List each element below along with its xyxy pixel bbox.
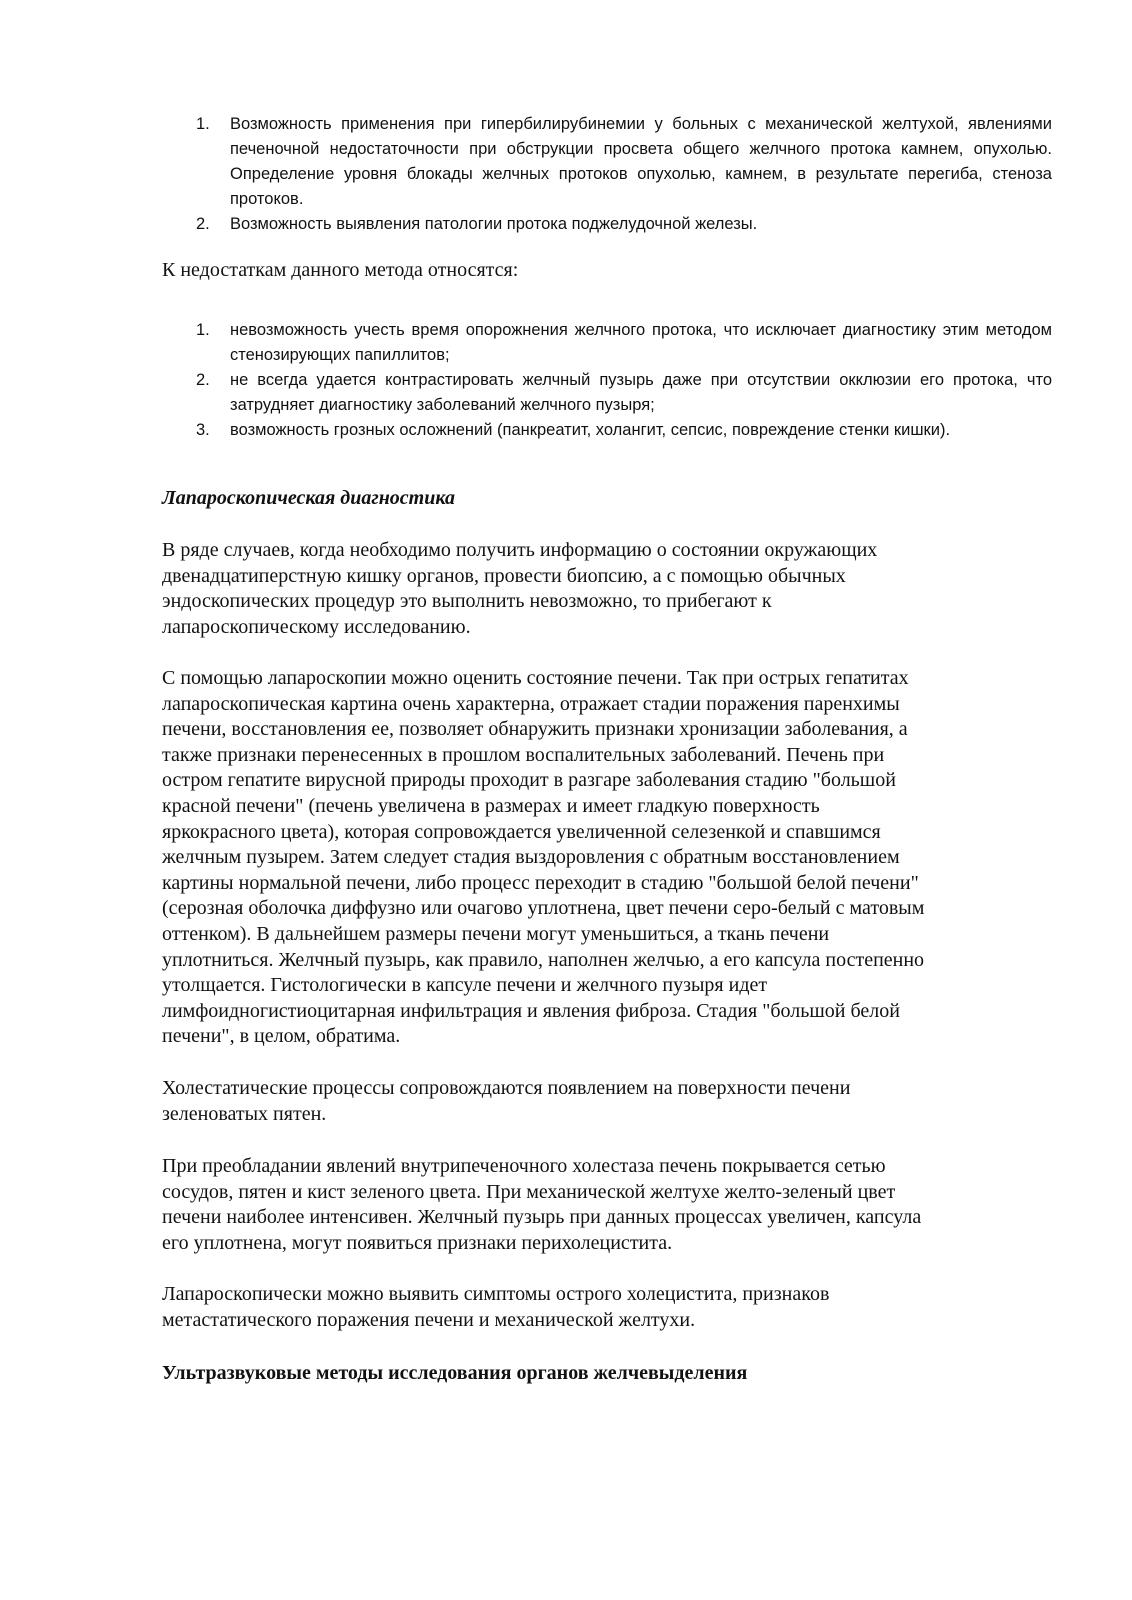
paragraph-3 (162, 1076, 1062, 1127)
paragraph-line: сосудов, пятен и кист зеленого цвета. При механической желтухе желто-зеленый цвет (162, 1180, 896, 1203)
list-item-text: возможность грозных осложнений (панкреатит, холангит, сепсис, повреждение стенки кишки). (230, 421, 951, 439)
section-heading-ultrasound: Ультразвуковые методы исследования органов желчевыделения (162, 1362, 748, 1384)
list-item (196, 368, 1052, 418)
paragraph-line: утолщается. Гистологически в капсуле печени и желчного пузыря идет (162, 974, 768, 997)
paragraph-line: уплотниться. Желчный пузырь, как правило, наполнен желчью, а его капсула постепенно (162, 948, 925, 971)
paragraph-1 (162, 538, 1062, 640)
paragraph-line: печени наиболее интенсивен. Желчный пузырь при данных процессах увеличен, капсула (162, 1206, 922, 1229)
paragraph-5 (162, 1282, 1062, 1333)
paragraph-line: (серозная оболочка диффузно или очагово уплотнена, цвет печени серо-белый с матовым (162, 897, 925, 920)
paragraph-line: печени", в целом, обратима. (162, 1025, 401, 1048)
paragraph-line: оттенком). В дальнейшем размеры печени могут уменьшиться, а ткань печени (162, 922, 830, 945)
paragraph-line: красной печени" (печень увеличена в размерах и имеет гладкую поверхность (162, 794, 820, 817)
paragraph-line: Лапароскопически можно выявить симптомы острого холецистита, признаков (162, 1283, 830, 1305)
paragraph-line: метастатического поражения печени и механической желтухи. (162, 1308, 696, 1331)
paragraph-line: картины нормальной печени, либо процесс переходит в стадию "большой белой печени" (162, 871, 919, 894)
paragraph-line: лимфоидногистиоцитарная инфильтрация и явления фиброза. Стадия "большой белой (162, 999, 900, 1022)
list-item-text: не всегда удается контрастировать желчный пузырь даже при отсутствии окклюзии его протока, что затрудняет диагностику заболеваний желчного пузыря; (230, 371, 1052, 414)
list-item-number: 2. (196, 215, 210, 233)
disadvantages-intro: К недостаткам данного метода относятся: (162, 259, 519, 281)
paragraph-line: эндоскопических процедур это выполнить невозможно, то прибегают к (162, 590, 772, 613)
list-item (196, 318, 1052, 368)
list-item-number: 3. (196, 421, 210, 439)
paragraph-line: желчным пузырем. Затем следует стадия выздоровления с обратным восстановлением (162, 846, 900, 869)
list-item-number: 1. (196, 321, 210, 339)
disadvantages-list (196, 318, 1052, 443)
paragraph-line: При преобладании явлений внутрипеченочного холестаза печень покрывается сетью (162, 1155, 886, 1177)
paragraph-line: Холестатические процессы сопровождаются появлением на поверхности печени (162, 1077, 851, 1099)
paragraph-line: яркокрасного цвета), которая сопровождается увеличенной селезенкой и спавшимся (162, 820, 881, 843)
list-item-text: Возможность выявления патологии протока поджелудочной железы. (230, 215, 758, 233)
paragraph-line: его уплотнена, могут появиться признаки перихолецистита. (162, 1231, 673, 1254)
paragraph-line: С помощью лапароскопии можно оценить состояние печени. Так при острых гепатитах (162, 667, 909, 689)
advantages-list (196, 112, 1052, 237)
paragraph-line: двенадцатиперстную кишку органов, провести биопсию, а с помощью обычных (162, 564, 846, 587)
section-heading-laparoscopy: Лапароскопическая диагностика (162, 487, 455, 509)
paragraph-line: зеленоватых пятен. (162, 1102, 327, 1125)
paragraph-line: печени, восстановления ее, позволяет обнаружить признаки хронизации заболевания, а (162, 718, 908, 741)
list-item-number: 2. (196, 371, 210, 389)
paragraph-line: В ряде случаев, когда необходимо получить информацию о состоянии окружающих (162, 539, 878, 561)
list-item (196, 212, 1052, 237)
paragraph-line: также признаки перенесенных в прошлом воспалительных заболеваний. Печень при (162, 743, 885, 766)
list-item-text: Возможность применения при гипербилирубинемии у больных с механической желтухой, явлениями печеночной недостаточности при обструкции просвета общего желчного протока камнем, опухолью. Определение уровня блокады желчных протоков опухолью, камнем, в результате перегиба, стеноза протоков. (230, 115, 1052, 208)
paragraph-2 (162, 666, 1062, 1050)
list-item (196, 418, 1052, 443)
paragraph-4 (162, 1154, 1062, 1256)
paragraph-line: остром гепатите вирусной природы проходит в разгаре заболевания стадию "большой (162, 769, 896, 792)
list-item-number: 1. (196, 115, 210, 133)
list-item-text: невозможность учесть время опорожнения желчного протока, что исключает диагностику этим методом стенозирующих папиллитов; (230, 321, 1052, 364)
list-item (196, 112, 1052, 212)
paragraph-line: лапароскопическому исследованию. (162, 615, 471, 638)
paragraph-line: лапароскопическая картина очень характерна, отражает стадии поражения паренхимы (162, 692, 900, 715)
